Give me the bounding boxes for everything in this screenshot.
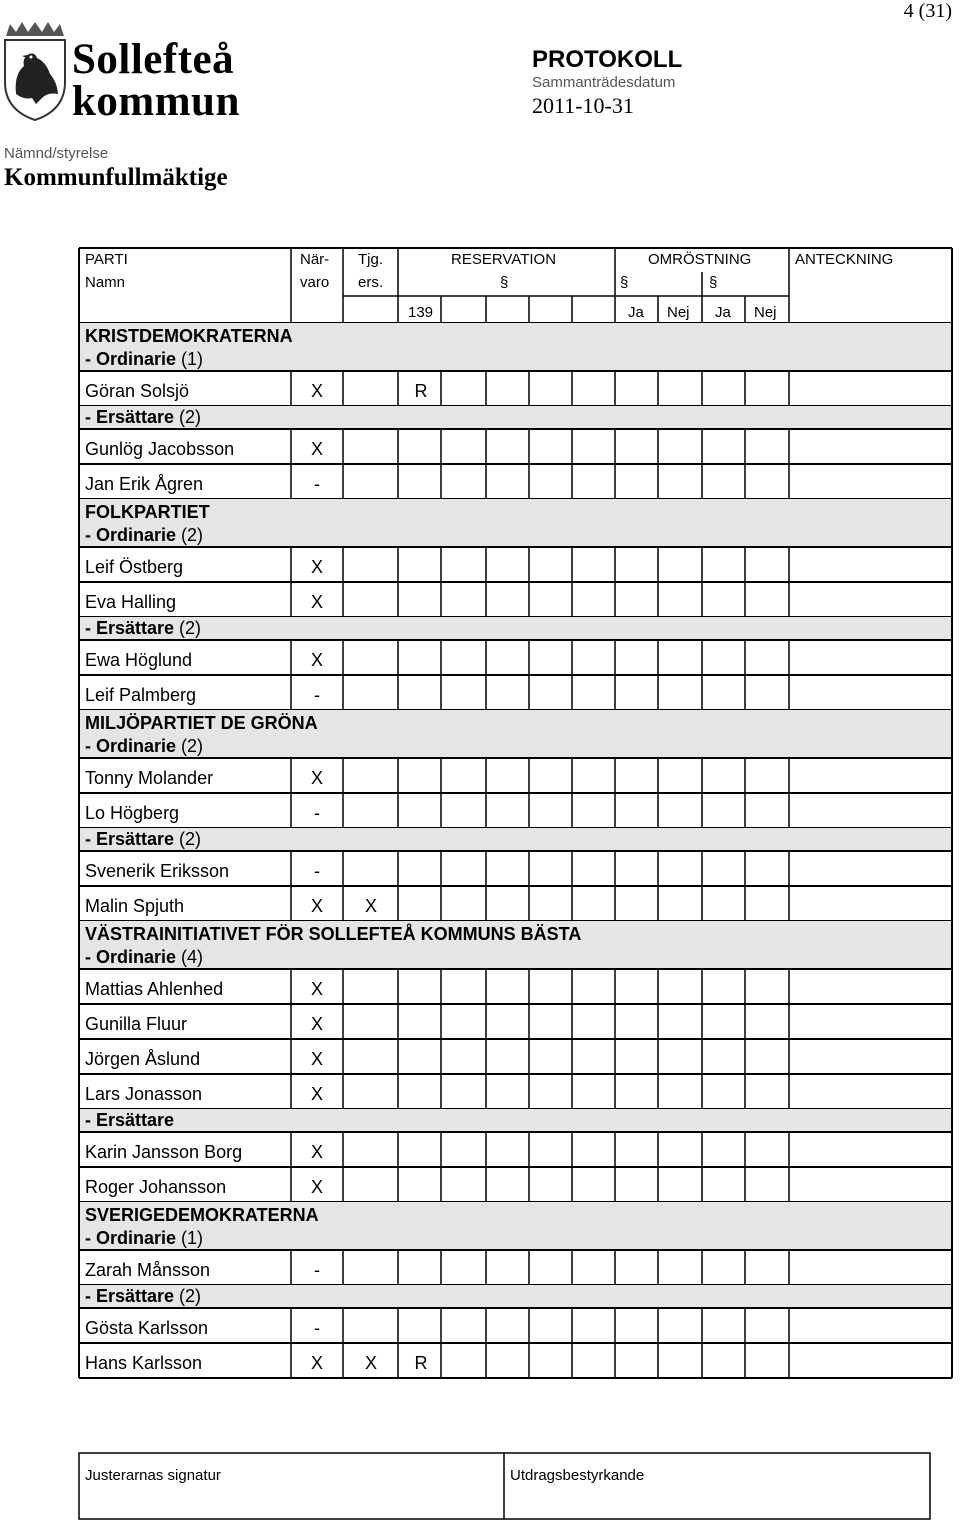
attendance-mark: X bbox=[310, 650, 323, 670]
member-category: - Ordinarie (1) bbox=[85, 349, 204, 369]
header-ja-1: Ja bbox=[628, 304, 644, 321]
member-name: Lo Högberg bbox=[85, 803, 180, 823]
logo-wordmark-line2: kommun bbox=[72, 78, 240, 125]
header-anteckning: ANTECKNING bbox=[795, 251, 894, 268]
party-name: SVERIGEDEMOKRATERNA bbox=[85, 1205, 319, 1225]
member-category: - Ersättare (2) bbox=[85, 618, 202, 638]
member-name: Jörgen Åslund bbox=[85, 1049, 201, 1069]
attendance-mark: X bbox=[310, 1142, 323, 1162]
header-paragraph-symbol-3: § bbox=[709, 274, 718, 291]
member-name: Svenerik Eriksson bbox=[85, 861, 230, 881]
date-label: Sammanträdesdatum bbox=[532, 74, 676, 91]
attendance-mark: X bbox=[310, 592, 323, 612]
member-name: Gunlög Jacobsson bbox=[85, 439, 235, 459]
attendance-mark: - bbox=[314, 1318, 320, 1338]
member-name: Karin Jansson Borg bbox=[85, 1142, 243, 1162]
member-name: Gunilla Fluur bbox=[85, 1014, 188, 1034]
logo-wordmark-line1: Sollefteå bbox=[72, 36, 235, 83]
header-narvaro-1: När- bbox=[300, 251, 330, 268]
member-name: Tonny Molander bbox=[85, 768, 214, 788]
header-paragraph-number: 139 bbox=[408, 304, 434, 321]
attendance-mark: - bbox=[314, 803, 320, 823]
member-category: - Ersättare bbox=[85, 1110, 175, 1130]
meeting-date: 2011-10-31 bbox=[532, 93, 634, 118]
member-name: Eva Halling bbox=[85, 592, 177, 612]
party-name: KRISTDEMOKRATERNA bbox=[85, 326, 293, 346]
attendance-mark: - bbox=[314, 685, 320, 705]
member-category: - Ersättare (2) bbox=[85, 829, 202, 849]
member-name: Zarah Månsson bbox=[85, 1260, 211, 1280]
member-category: - Ordinarie (1) bbox=[85, 1228, 204, 1248]
attendance-mark: X bbox=[310, 1014, 323, 1034]
attendance-mark: X bbox=[310, 1049, 323, 1069]
member-name: Leif Palmberg bbox=[85, 685, 197, 705]
substitute-service-mark: X bbox=[364, 896, 377, 916]
member-name: Malin Spjuth bbox=[85, 896, 185, 916]
member-name: Göran Solsjö bbox=[85, 381, 190, 401]
document-type: PROTOKOLL bbox=[532, 46, 683, 73]
reservation-mark: R bbox=[414, 1353, 428, 1373]
member-category: - Ersättare (2) bbox=[85, 1286, 202, 1306]
party-name: VÄSTRAINITIATIVET FÖR SOLLEFTEÅ KOMMUNS BÄSTA bbox=[85, 924, 582, 944]
board-label: Nämnd/styrelse bbox=[4, 145, 109, 162]
member-category: - Ordinarie (2) bbox=[85, 736, 204, 756]
attendance-mark: - bbox=[314, 474, 320, 494]
member-name: Mattias Ahlenhed bbox=[85, 979, 224, 999]
header-paragraph-symbol-2: § bbox=[620, 274, 629, 291]
member-name: Ewa Höglund bbox=[85, 650, 193, 670]
member-name: Lars Jonasson bbox=[85, 1084, 203, 1104]
member-category: - Ordinarie (4) bbox=[85, 947, 204, 967]
attendance-mark: X bbox=[310, 557, 323, 577]
party-name: FOLKPARTIET bbox=[85, 502, 210, 522]
member-category: - Ordinarie (2) bbox=[85, 525, 204, 545]
attendance-mark: X bbox=[310, 1177, 323, 1197]
header-nej-1: Nej bbox=[667, 304, 690, 321]
board-name: Kommunfullmäktige bbox=[4, 164, 228, 191]
attendance-mark: X bbox=[310, 896, 323, 916]
utdrag-label: Utdragsbestyrkande bbox=[510, 1467, 645, 1484]
reservation-mark: R bbox=[414, 381, 428, 401]
attendance-mark: - bbox=[314, 861, 320, 881]
attendance-mark: X bbox=[310, 439, 323, 459]
member-name: Hans Karlsson bbox=[85, 1353, 203, 1373]
member-category: - Ersättare (2) bbox=[85, 407, 202, 427]
party-name: MILJÖPARTIET DE GRÖNA bbox=[85, 713, 318, 733]
header-namn: Namn bbox=[85, 274, 126, 291]
header-tjg-1: Tjg. bbox=[358, 251, 384, 268]
justerare-signature-label: Justerarnas signatur bbox=[85, 1467, 221, 1484]
member-name: Jan Erik Ågren bbox=[85, 474, 204, 494]
header-tjg-2: ers. bbox=[358, 274, 384, 291]
member-name: Gösta Karlsson bbox=[85, 1318, 209, 1338]
header-ja-2: Ja bbox=[715, 304, 731, 321]
member-name: Roger Johansson bbox=[85, 1177, 227, 1197]
header-parti: PARTI bbox=[85, 251, 128, 268]
attendance-mark: - bbox=[314, 1260, 320, 1280]
member-name: Leif Östberg bbox=[85, 557, 184, 577]
header-reservation: RESERVATION bbox=[451, 251, 557, 268]
attendance-mark: X bbox=[310, 1084, 323, 1104]
attendance-mark: X bbox=[310, 381, 323, 401]
header-nej-2: Nej bbox=[754, 304, 777, 321]
header-omrostning: OMRÖSTNING bbox=[648, 251, 752, 268]
header-paragraph-symbol-1: § bbox=[500, 274, 509, 291]
header-narvaro-2: varo bbox=[300, 274, 330, 291]
page-number: 4 (31) bbox=[903, 0, 952, 22]
attendance-mark: X bbox=[310, 979, 323, 999]
attendance-mark: X bbox=[310, 1353, 323, 1373]
attendance-mark: X bbox=[310, 768, 323, 788]
substitute-service-mark: X bbox=[364, 1353, 377, 1373]
